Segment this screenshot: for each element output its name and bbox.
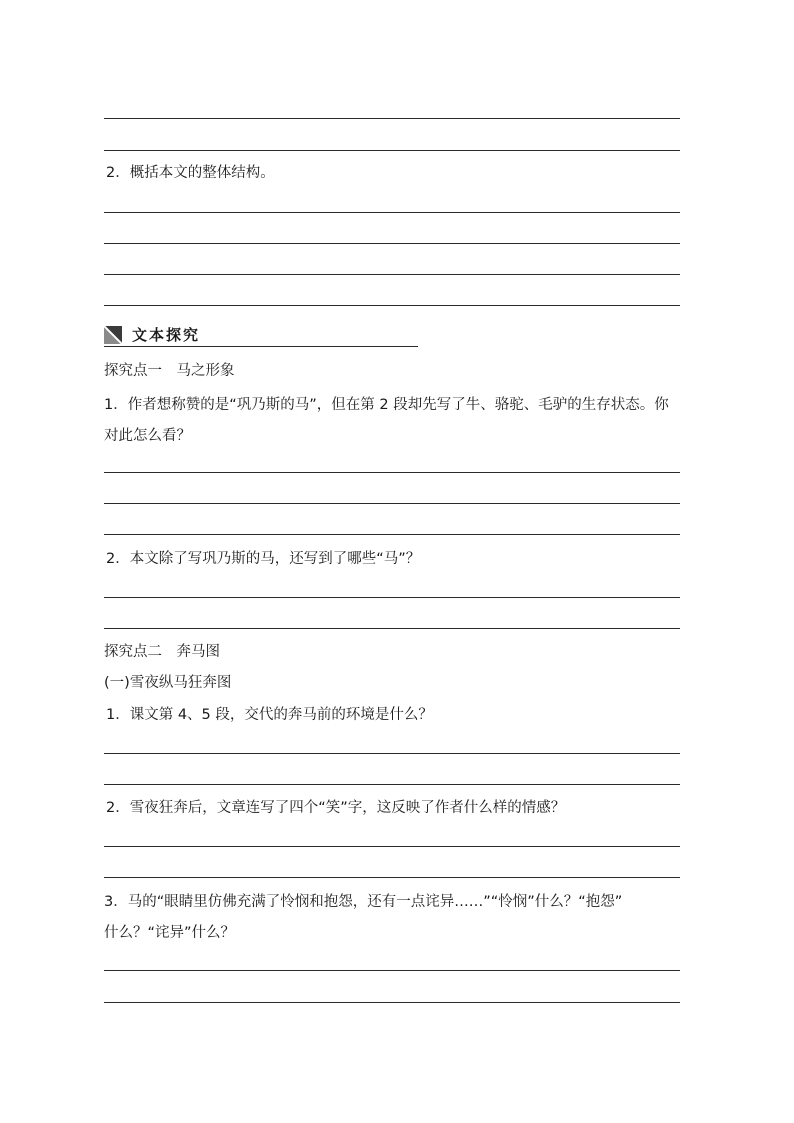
answer-line (104, 305, 680, 306)
point-heading: 探究点一 马之形象 (104, 363, 235, 379)
answer-line (104, 212, 680, 213)
answer-line (104, 150, 680, 151)
answer-line (104, 534, 680, 535)
answer-line (104, 784, 680, 785)
question-text: 对此怎么看？ (104, 428, 191, 444)
answer-line (104, 503, 680, 504)
section-marker-icon (104, 326, 122, 344)
section-title: 文本探究 (132, 326, 201, 344)
question-text: 3．马的“眼睛里仿佛充满了怜悯和抱怨，还有一点诧异……”“怜悯”什么？“抱怨” (104, 894, 623, 910)
answer-line (104, 274, 680, 275)
answer-line (104, 877, 680, 878)
point-heading: 探究点二 奔马图 (104, 644, 220, 660)
answer-line (104, 970, 680, 971)
question-text: 1．课文第 4、5 段，交代的奔马前的环境是什么？ (106, 707, 433, 723)
section-header (104, 324, 418, 347)
question-structure: 2．概括本文的整体结构。 (106, 165, 275, 181)
answer-line (104, 243, 680, 244)
question-text: 什么？“诧异”什么？ (104, 925, 236, 941)
sub-heading: (一)雪夜纵马狂奔图 (104, 675, 232, 691)
answer-line (104, 118, 680, 119)
question-text: 2．本文除了写巩乃斯的马，还写到了哪些“马”？ (106, 551, 421, 567)
answer-line (104, 753, 680, 754)
question-text: 1．作者想称赞的是“巩乃斯的马”，但在第 2 段却先写了牛、骆驼、毛驴的生存状态。你 (104, 397, 669, 413)
answer-line (104, 472, 680, 473)
question-text: 2．雪夜狂奔后，文章连写了四个“笑”字，这反映了作者什么样的情感？ (106, 800, 566, 816)
answer-line (104, 628, 680, 629)
answer-line (104, 846, 680, 847)
answer-line (104, 597, 680, 598)
answer-line (104, 1002, 680, 1003)
